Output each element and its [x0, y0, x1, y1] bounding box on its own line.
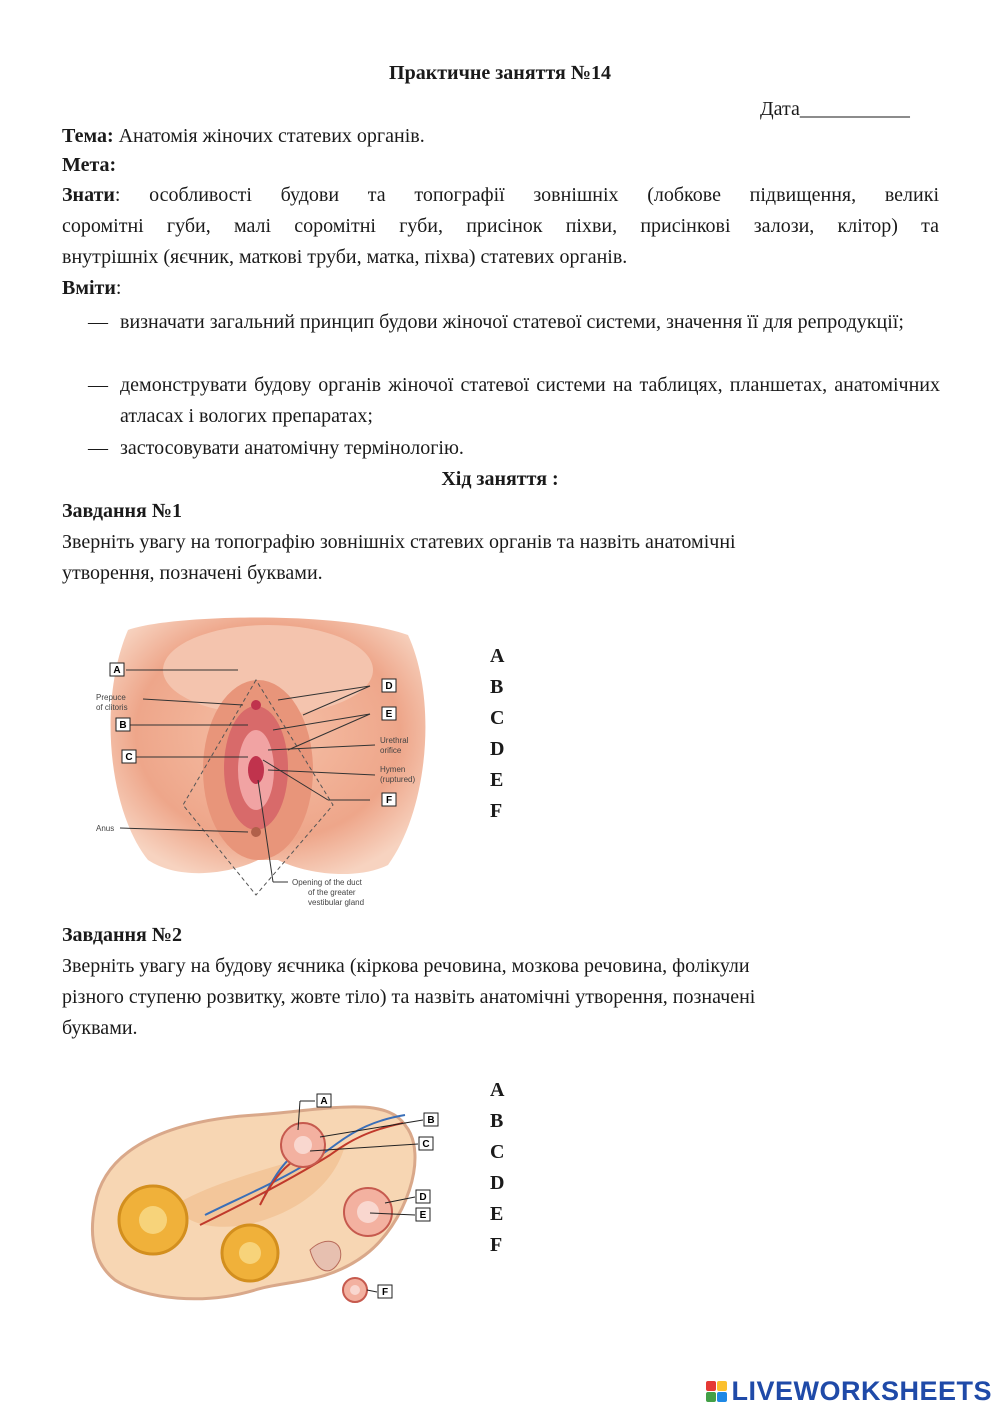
mark-square-1	[706, 1381, 716, 1391]
goal-line	[62, 150, 116, 181]
answer-letter-b: B	[490, 1110, 504, 1132]
task1-heading: Завдання №1	[62, 500, 182, 522]
mark-square-3	[706, 1392, 716, 1402]
task1-answer-letters	[490, 641, 504, 827]
skill-item-2	[88, 370, 940, 432]
know-text-1: : особливості будови та топографії зовнішніх (лобкове підвищення, великі	[114, 184, 939, 206]
fig1-label-e: E	[385, 709, 393, 720]
duct-label-3: vestibular gland	[308, 898, 365, 907]
date-field: Дата___________	[760, 98, 910, 120]
skill-text: демонструвати будову органів жіночої статевої системи на таблицях, планшетах, анатомічних атласах і вологих препаратах;	[120, 374, 940, 427]
answer-letter-d: D	[490, 1172, 505, 1194]
fig2-label-c: C	[422, 1139, 430, 1150]
skill-dash: —	[88, 437, 108, 459]
liveworksheets-logo	[706, 1376, 992, 1407]
external-genitalia-figure	[88, 610, 448, 915]
know-line-1	[62, 180, 939, 211]
ovary-figure	[85, 1085, 445, 1315]
anus-mark	[251, 827, 261, 837]
clitoris	[251, 700, 261, 710]
skill-item-1	[88, 307, 940, 338]
answer-letter-c: C	[490, 1141, 505, 1163]
urethral-label-1: Urethral	[380, 736, 409, 745]
task2-heading: Завдання №2	[62, 924, 182, 946]
duct-label-1: Opening of the duct	[292, 878, 362, 887]
page-title: Практичне заняття №14	[389, 62, 611, 84]
task2-text-3: буквами.	[62, 1017, 138, 1039]
answer-letter-b: B	[490, 676, 504, 698]
skill-dash: —	[88, 374, 108, 396]
answer-letter-e: E	[490, 769, 504, 791]
topic-label: Тема:	[62, 125, 114, 147]
fig2-label-f: F	[381, 1287, 389, 1298]
skill-item-3	[88, 433, 940, 464]
prepuce-label-1: Prepuce	[96, 693, 126, 702]
answer-letter-f: F	[490, 1234, 503, 1256]
anus-label: Anus	[96, 824, 115, 833]
fig2-label-d: D	[419, 1192, 427, 1203]
task2-text-2: різного ступеню розвитку, жовте тіло) та назвіть анатомічні утворення, позначені	[62, 986, 756, 1008]
urethral-label-2: orifice	[380, 746, 402, 755]
skills-line	[62, 273, 121, 304]
prepuce-label-2: of clitoris	[96, 703, 128, 712]
hymen-label-1: Hymen	[380, 765, 406, 774]
fig2-label-e: E	[419, 1210, 427, 1221]
skill-text: визначати загальний принцип будови жіночої статевої системи, значення її для репродукції;	[120, 311, 904, 333]
know-line-3: внутрішніх (яєчник, маткові труби, матка, піхва) статевих органів.	[62, 246, 628, 268]
topic-line	[62, 121, 425, 152]
fig2-label-b: B	[427, 1115, 435, 1126]
hymen-label-2: (ruptured)	[380, 775, 416, 784]
skill-text: застосовувати анатомічну термінологію.	[120, 437, 464, 459]
know-line-2: соромітні губи, малі соромітні губи, присінок піхви, присінкові залози, клітор) та	[62, 215, 939, 237]
mark-square-2	[717, 1381, 727, 1391]
task1-text-2: утворення, позначені буквами.	[62, 562, 323, 584]
answer-letter-d: D	[490, 738, 505, 760]
answer-letter-a: A	[490, 1079, 505, 1101]
task2-answer-letters	[490, 1075, 504, 1261]
goal-label: Мета:	[62, 154, 117, 176]
topic-text: Анатомія жіночих статевих органів.	[118, 125, 425, 147]
mark-square-4	[717, 1392, 727, 1402]
answer-letter-e: E	[490, 1203, 504, 1225]
answer-letter-f: F	[490, 800, 503, 822]
know-label: Знати	[62, 184, 115, 206]
skills-label: Вміти	[62, 277, 116, 299]
vaginal-orifice	[248, 756, 264, 784]
liveworksheets-mark-icon	[706, 1381, 727, 1402]
course-heading: Хід заняття :	[441, 468, 559, 490]
fig1-label-c: C	[125, 752, 133, 763]
fig1-label-b: B	[119, 720, 127, 731]
fig2-label-a: A	[320, 1096, 328, 1107]
fig1-label-f: F	[385, 795, 393, 806]
fig1-label-a: A	[113, 665, 121, 676]
answer-letter-a: A	[490, 645, 505, 667]
skills-colon: :	[115, 277, 122, 299]
task1-text-1: Зверніть увагу на топографію зовнішніх статевих органів та назвіть анатомічні	[62, 531, 736, 553]
fig1-label-d: D	[385, 681, 393, 692]
skill-dash: —	[88, 311, 108, 333]
liveworksheets-brand: LIVEWORKSHEETS	[731, 1376, 992, 1406]
answer-letter-c: C	[490, 707, 505, 729]
duct-label-2: of the greater	[308, 888, 356, 897]
task2-text-1: Зверніть увагу на будову яєчника (кіркова речовина, мозкова речовина, фолікули	[62, 955, 750, 977]
